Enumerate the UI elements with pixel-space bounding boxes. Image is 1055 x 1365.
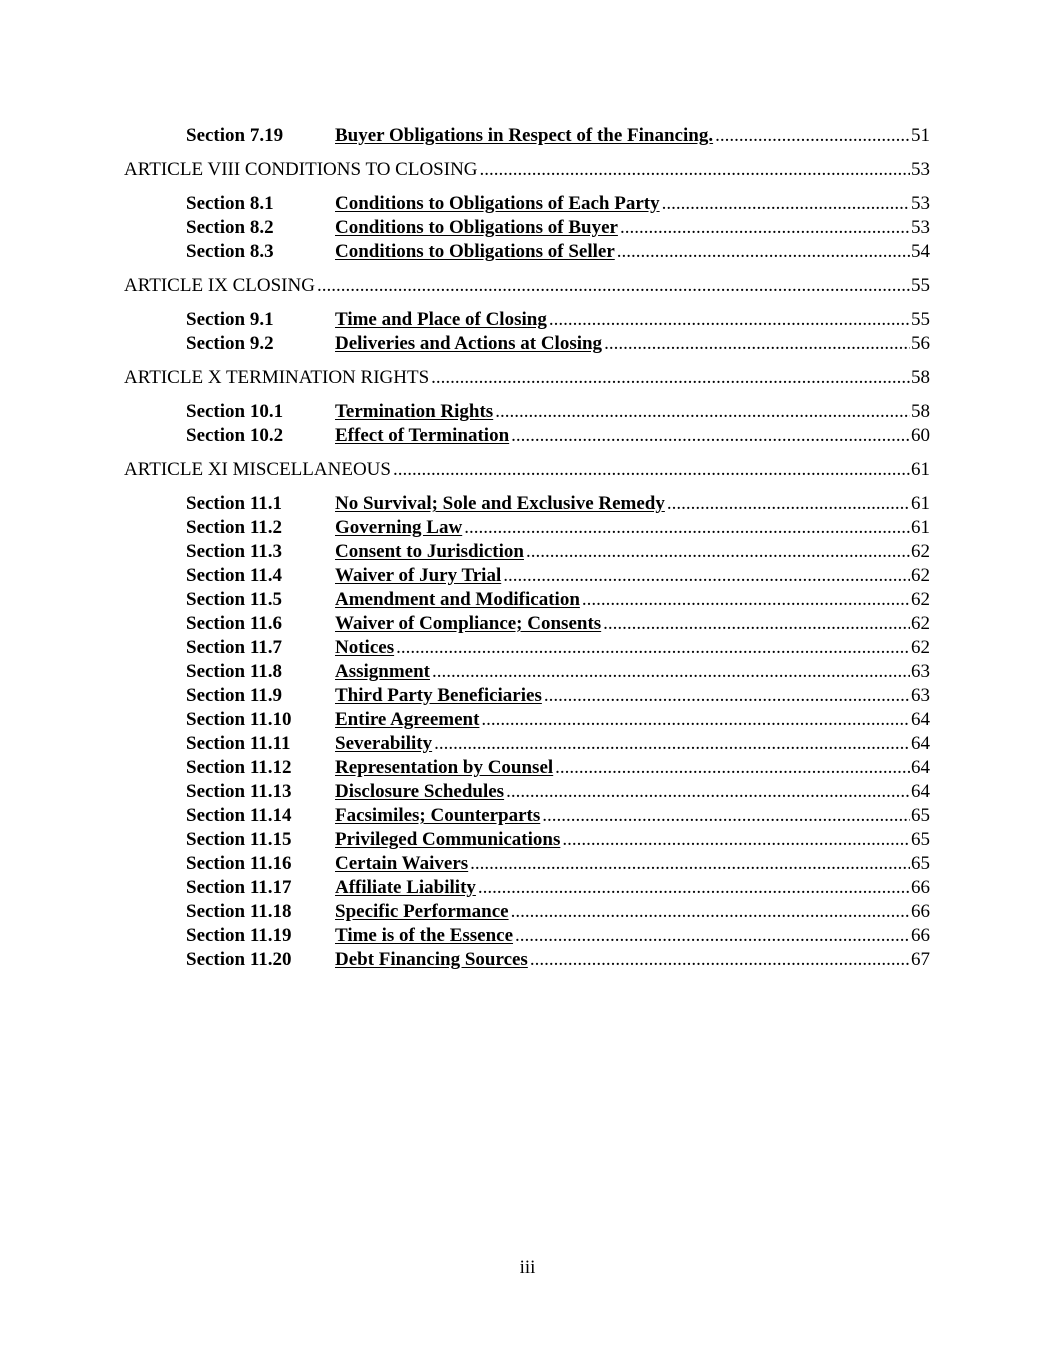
toc-article-entry[interactable] <box>124 458 930 482</box>
dot-leader <box>617 240 910 264</box>
page-reference: 61 <box>911 517 930 538</box>
section-title-link[interactable]: Governing Law <box>335 517 463 538</box>
toc-section-entry[interactable] <box>335 900 930 924</box>
toc-section-entry[interactable] <box>335 332 930 356</box>
dot-leader <box>620 216 910 240</box>
dot-leader <box>544 684 910 708</box>
section-number: Section 8.1 <box>186 193 274 214</box>
section-number: Section 11.2 <box>186 517 283 538</box>
toc-section-row <box>0 492 1055 516</box>
toc-section-row <box>0 308 1055 332</box>
toc-section-entry[interactable] <box>335 660 930 684</box>
toc-section-row <box>0 924 1055 948</box>
section-title-link[interactable]: Waiver of Compliance; Consents <box>335 613 602 634</box>
section-title-link[interactable]: Effect of Termination <box>335 425 510 446</box>
page-reference: 54 <box>911 241 930 262</box>
dot-leader <box>478 876 910 900</box>
section-title-link[interactable]: Third Party Beneficiaries <box>335 685 542 706</box>
page-number: iii <box>519 1257 536 1278</box>
dot-leader <box>470 852 910 876</box>
toc-section-entry[interactable] <box>335 216 930 240</box>
section-title-link[interactable]: Assignment <box>335 661 431 682</box>
toc-section-entry[interactable] <box>335 852 930 876</box>
toc-section-entry[interactable] <box>335 684 930 708</box>
toc-section-row <box>0 216 1055 240</box>
section-title-link[interactable]: Representation by Counsel <box>335 757 554 778</box>
section-title-link[interactable]: Facsimiles; Counterparts <box>335 805 541 826</box>
toc-section-row <box>0 876 1055 900</box>
section-title-link[interactable]: Buyer Obligations in Respect of the Financing. <box>335 125 714 146</box>
section-number: Section 11.6 <box>186 613 283 634</box>
page-reference: 66 <box>911 901 930 922</box>
toc-section-row <box>0 612 1055 636</box>
page-reference: 62 <box>911 589 930 610</box>
section-number: Section 9.1 <box>186 309 274 330</box>
page-reference: 64 <box>911 709 930 730</box>
section-number: Section 11.18 <box>186 901 292 922</box>
toc-section-entry[interactable] <box>335 424 930 448</box>
section-title-link[interactable]: Specific Performance <box>335 901 509 922</box>
section-number: Section 11.14 <box>186 805 292 826</box>
toc-section-row <box>0 400 1055 424</box>
page-reference: 65 <box>911 829 930 850</box>
toc-section-entry[interactable] <box>335 492 930 516</box>
toc-article-row <box>0 158 1055 182</box>
toc-section-entry[interactable] <box>335 948 930 972</box>
page-reference: 66 <box>911 925 930 946</box>
page-reference: 62 <box>911 565 930 586</box>
section-number: Section 10.2 <box>186 425 284 446</box>
dot-leader <box>549 308 910 332</box>
section-title-link[interactable]: No Survival; Sole and Exclusive Remedy <box>335 493 665 514</box>
dot-leader <box>662 192 910 216</box>
section-title-link[interactable]: Conditions to Obligations of Seller <box>335 241 615 262</box>
page-reference: 64 <box>911 757 930 778</box>
section-title-link[interactable]: Certain Waivers <box>335 853 469 874</box>
section-number: Section 11.20 <box>186 949 292 970</box>
toc-section-entry[interactable] <box>335 756 930 780</box>
toc-section-entry[interactable] <box>335 780 930 804</box>
page-reference: 53 <box>911 159 930 180</box>
toc-section-row <box>0 756 1055 780</box>
page-reference: 53 <box>911 217 930 238</box>
dot-leader <box>393 458 910 482</box>
section-number: Section 11.4 <box>186 565 283 586</box>
toc-section-entry[interactable] <box>335 588 930 612</box>
dot-leader <box>503 564 910 588</box>
dot-leader <box>431 366 910 390</box>
article-title[interactable]: ARTICLE IX CLOSING <box>124 275 315 296</box>
section-number: Section 11.7 <box>186 637 283 658</box>
dot-leader <box>434 732 910 756</box>
page-reference: 61 <box>911 493 930 514</box>
toc-section-row <box>0 660 1055 684</box>
toc-section-entry[interactable] <box>335 828 930 852</box>
dot-leader <box>480 158 910 182</box>
page-reference: 66 <box>911 877 930 898</box>
dot-leader <box>317 274 910 298</box>
toc-section-row <box>0 192 1055 216</box>
page-reference: 53 <box>911 193 930 214</box>
page-reference: 58 <box>911 401 930 422</box>
toc-section-row <box>0 684 1055 708</box>
dot-leader <box>511 424 910 448</box>
section-title-link[interactable]: Affiliate Liability <box>335 877 476 898</box>
dot-leader <box>667 492 910 516</box>
dot-leader <box>432 660 910 684</box>
section-number: Section 11.12 <box>186 757 292 778</box>
toc-section-row <box>0 424 1055 448</box>
toc-section-row <box>0 804 1055 828</box>
dot-leader <box>511 900 910 924</box>
toc-article-row <box>0 458 1055 482</box>
section-number: Section 11.8 <box>186 661 283 682</box>
dot-leader <box>542 804 910 828</box>
page-reference: 67 <box>911 949 930 970</box>
section-number: Section 11.1 <box>186 493 283 514</box>
toc-section-row <box>0 948 1055 972</box>
section-number: Section 9.2 <box>186 333 274 354</box>
dot-leader <box>495 400 910 424</box>
dot-leader <box>530 948 910 972</box>
article-title[interactable]: ARTICLE VIII CONDITIONS TO CLOSING <box>124 159 478 180</box>
page-reference: 65 <box>911 805 930 826</box>
toc-section-entry[interactable] <box>335 612 930 636</box>
toc-section-row <box>0 124 1055 148</box>
section-title-link[interactable]: Deliveries and Actions at Closing <box>335 333 603 354</box>
section-title-link[interactable]: Consent to Jurisdiction <box>335 541 524 562</box>
article-title[interactable]: ARTICLE X TERMINATION RIGHTS <box>124 367 430 388</box>
toc-section-entry[interactable] <box>335 308 930 332</box>
section-number: Section 11.10 <box>186 709 292 730</box>
toc-section-row <box>0 732 1055 756</box>
article-title[interactable]: ARTICLE XI MISCELLANEOUS <box>124 459 391 480</box>
toc-section-entry[interactable] <box>335 240 930 264</box>
toc-section-entry[interactable] <box>335 564 930 588</box>
toc-section-row <box>0 516 1055 540</box>
section-number: Section 11.19 <box>186 925 292 946</box>
dot-leader <box>604 332 910 356</box>
toc-section-entry[interactable] <box>335 124 930 148</box>
toc-section-row <box>0 540 1055 564</box>
page-reference: 55 <box>911 275 930 296</box>
toc-article-entry[interactable] <box>124 158 930 182</box>
dot-leader <box>515 924 910 948</box>
toc-section-row <box>0 240 1055 264</box>
section-number: Section 11.3 <box>186 541 283 562</box>
section-title-link[interactable]: Conditions to Obligations of Each Party <box>335 193 660 214</box>
dot-leader <box>506 780 910 804</box>
section-title-link[interactable]: Time is of the Essence <box>335 925 514 946</box>
toc-section-row <box>0 900 1055 924</box>
section-number: Section 11.13 <box>186 781 292 802</box>
page-reference: 61 <box>911 459 930 480</box>
section-title-link[interactable]: Debt Financing Sources <box>335 949 528 970</box>
toc-section-entry[interactable] <box>335 804 930 828</box>
section-title-link[interactable]: Waiver of Jury Trial <box>335 565 502 586</box>
section-title-link[interactable]: Termination Rights <box>335 401 494 422</box>
section-number: Section 11.17 <box>186 877 292 898</box>
toc-article-entry[interactable] <box>124 274 930 298</box>
dot-leader <box>603 612 910 636</box>
page-reference: 55 <box>911 309 930 330</box>
section-number: Section 11.11 <box>186 733 291 754</box>
section-number: Section 7.19 <box>186 125 284 146</box>
toc-section-entry[interactable] <box>335 400 930 424</box>
toc-section-row <box>0 708 1055 732</box>
toc-section-row <box>0 588 1055 612</box>
dot-leader <box>481 708 910 732</box>
section-title-link[interactable]: Disclosure Schedules <box>335 781 505 802</box>
dot-leader <box>715 124 910 148</box>
page-reference: 65 <box>911 853 930 874</box>
toc-section-row <box>0 564 1055 588</box>
toc-section-entry[interactable] <box>335 540 930 564</box>
section-title-link[interactable]: Severability <box>335 733 433 754</box>
section-number: Section 10.1 <box>186 401 284 422</box>
section-number: Section 11.16 <box>186 853 292 874</box>
page-reference: 60 <box>911 425 930 446</box>
toc-section-entry[interactable] <box>335 708 930 732</box>
page-reference: 63 <box>911 685 930 706</box>
toc-article-entry[interactable] <box>124 366 930 390</box>
section-title-link[interactable]: Amendment and Modification <box>335 589 580 610</box>
page-reference: 64 <box>911 781 930 802</box>
dot-leader <box>582 588 910 612</box>
toc-section-entry[interactable] <box>335 192 930 216</box>
page-reference: 63 <box>911 661 930 682</box>
toc-section-entry[interactable] <box>335 876 930 900</box>
toc-article-row <box>0 366 1055 390</box>
section-title-link[interactable]: Conditions to Obligations of Buyer <box>335 217 618 238</box>
dot-leader <box>464 516 910 540</box>
section-title-link[interactable]: Time and Place of Closing <box>335 309 547 330</box>
toc-section-row <box>0 852 1055 876</box>
page-reference: 56 <box>911 333 930 354</box>
toc-section-row <box>0 636 1055 660</box>
toc-section-entry[interactable] <box>335 924 930 948</box>
page-reference: 62 <box>911 613 930 634</box>
page-reference: 58 <box>911 367 930 388</box>
toc-article-row <box>0 274 1055 298</box>
section-title-link[interactable]: Notices <box>335 637 395 658</box>
toc-section-entry[interactable] <box>335 732 930 756</box>
section-title-link[interactable]: Entire Agreement <box>335 709 480 730</box>
toc-section-entry[interactable] <box>335 516 930 540</box>
dot-leader <box>396 636 910 660</box>
page-reference: 64 <box>911 733 930 754</box>
toc-section-entry[interactable] <box>335 636 930 660</box>
section-number: Section 11.15 <box>186 829 292 850</box>
toc-section-row <box>0 828 1055 852</box>
page-reference: 51 <box>911 125 930 146</box>
toc-section-row <box>0 780 1055 804</box>
dot-leader <box>555 756 910 780</box>
section-number: Section 11.5 <box>186 589 283 610</box>
dot-leader <box>526 540 910 564</box>
section-title-link[interactable]: Privileged Communications <box>335 829 561 850</box>
section-number: Section 8.3 <box>186 241 274 262</box>
section-number: Section 8.2 <box>186 217 274 238</box>
toc-section-row <box>0 332 1055 356</box>
dot-leader <box>562 828 910 852</box>
page-reference: 62 <box>911 541 930 562</box>
section-number: Section 11.9 <box>186 685 283 706</box>
page-reference: 62 <box>911 637 930 658</box>
